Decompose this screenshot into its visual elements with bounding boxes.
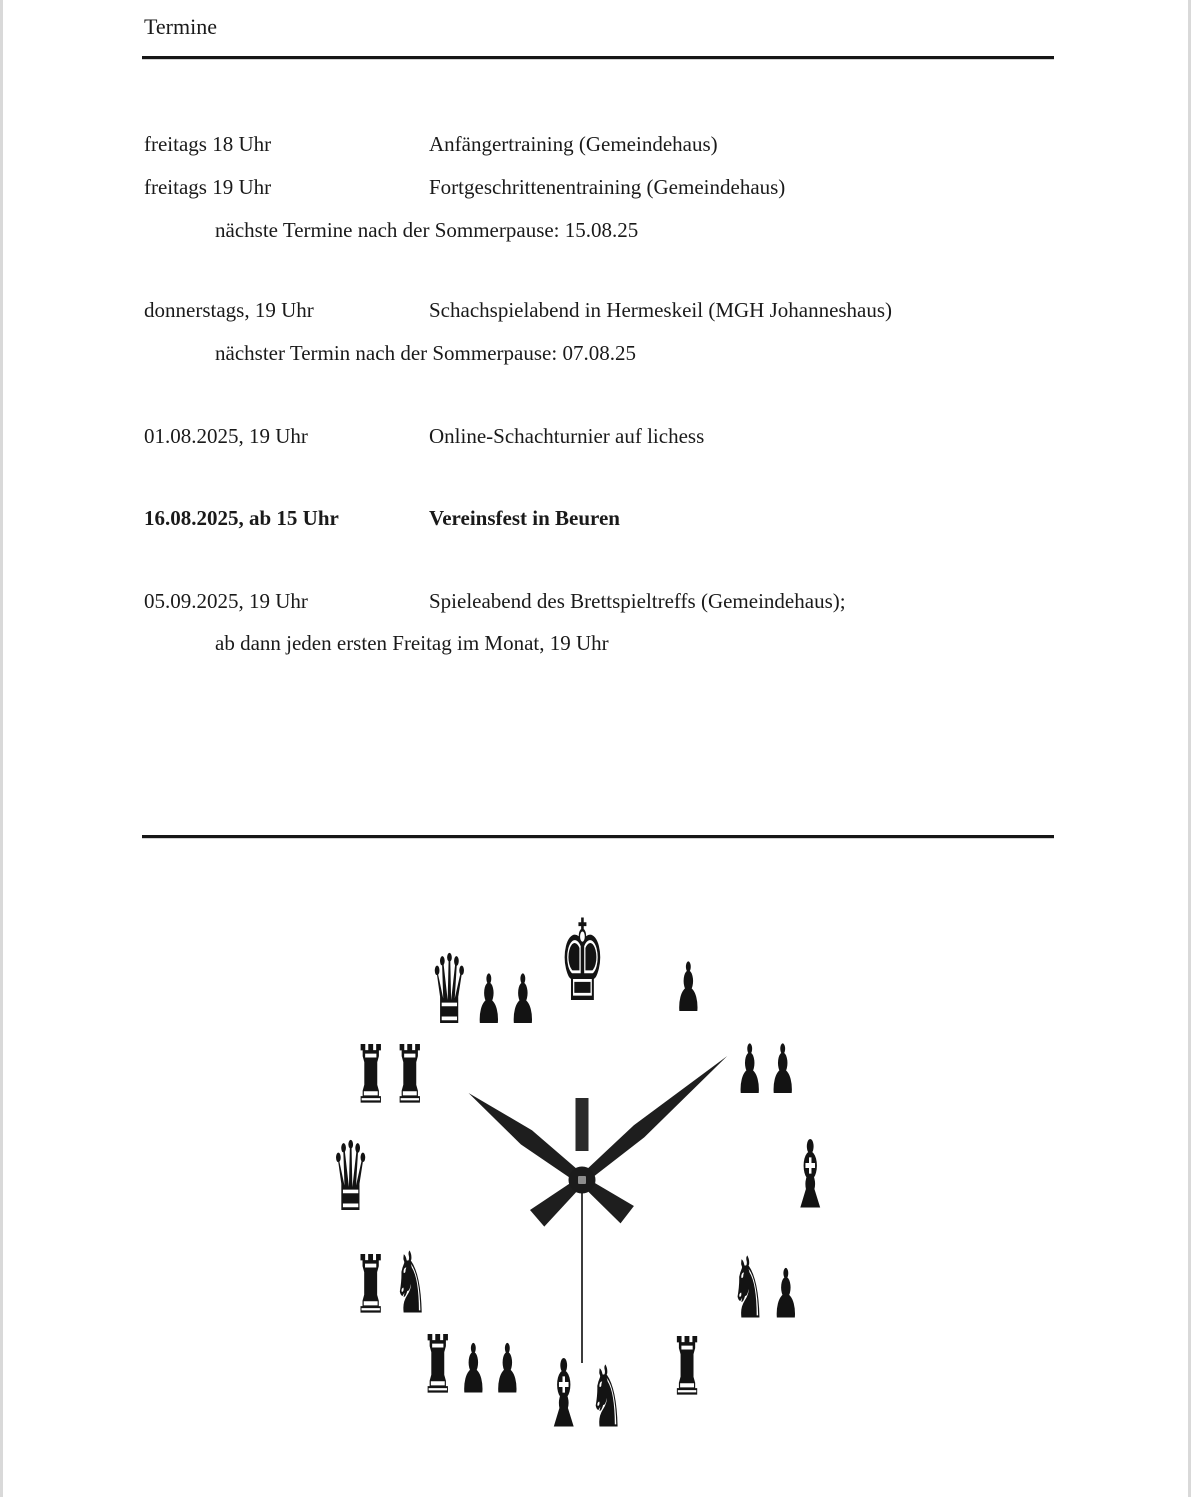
clock-hour-9-pieces	[330, 1121, 373, 1234]
schedule-row	[0, 423, 1192, 449]
schedule-event: Online-Schachturnier auf lichess	[429, 424, 705, 448]
pawn-icon: ♟	[459, 1330, 488, 1410]
bishop-icon: ♝	[544, 1340, 583, 1450]
pawn-icon: ♟	[475, 961, 503, 1041]
schedule-note	[0, 217, 1192, 243]
knight-icon: ♞	[589, 1348, 624, 1448]
rook-icon: ♜	[393, 1028, 426, 1122]
pawn-icon: ♟	[735, 1030, 764, 1110]
clock-hour-10-pieces	[353, 1028, 427, 1122]
schedule-time: 01.08.2025, 19 Uhr	[144, 424, 308, 448]
queen-icon: ♛	[430, 934, 470, 1047]
knight-icon: ♞	[393, 1234, 428, 1334]
schedule-time: freitags 18 Uhr	[144, 132, 272, 156]
clock-hands	[272, 870, 892, 1490]
rook-icon: ♜	[354, 1238, 387, 1332]
clock-hour-7-pieces	[420, 1318, 522, 1412]
schedule-row-highlight	[0, 505, 1192, 531]
schedule-time: freitags 19 Uhr	[144, 175, 272, 199]
pawn-icon: ♟	[768, 1030, 797, 1110]
clock-hour-5-pieces	[669, 1320, 705, 1414]
schedule-note-text: nächste Termine nach der Sommerpause: 15.08.25	[215, 218, 639, 242]
schedule-row	[0, 588, 1192, 614]
schedule-event: Anfängertraining (Gemeindehaus)	[429, 132, 718, 156]
clock-hour-11-pieces	[428, 934, 537, 1047]
clock-hub	[569, 1167, 596, 1194]
clock-hub-hole	[578, 1176, 586, 1184]
pawn-icon: ♟	[493, 1330, 521, 1410]
pawn-icon: ♟	[508, 961, 537, 1041]
schedule-event: Vereinsfest in Beuren	[429, 506, 620, 530]
knight-icon: ♞	[731, 1239, 766, 1339]
divider-bottom	[142, 835, 1054, 838]
hour-hand	[462, 1084, 634, 1223]
schedule-time: 16.08.2025, ab 15 Uhr	[144, 506, 339, 530]
clock-hour-8-pieces	[353, 1234, 430, 1334]
schedule-event: Schachspielabend in Hermeskeil (MGH Johanneshaus)	[429, 298, 893, 322]
schedule-event: Spieleabend des Brettspieltreffs (Gemeindehaus);	[429, 589, 846, 613]
clock-stem	[576, 1098, 589, 1151]
schedule-row	[0, 131, 1192, 157]
pawn-icon: ♟	[674, 948, 702, 1028]
king-icon: ♚	[559, 894, 605, 1027]
clock-hour-2-pieces	[734, 1030, 798, 1110]
divider-top	[142, 56, 1054, 59]
rook-icon: ♜	[354, 1028, 387, 1122]
schedule-note	[0, 630, 1192, 656]
schedule-time: 05.09.2025, 19 Uhr	[144, 589, 308, 613]
rook-icon: ♜	[421, 1318, 454, 1412]
schedule-note-text: ab dann jeden ersten Freitag im Monat, 19 Uhr	[215, 631, 609, 655]
page-title: Termine	[144, 14, 217, 39]
schedule-time: donnerstags, 19 Uhr	[144, 298, 314, 322]
minute-hand	[530, 1048, 734, 1227]
schedule-row	[0, 297, 1192, 323]
bishop-icon: ♝	[791, 1121, 829, 1231]
schedule-note	[0, 340, 1192, 366]
queen-icon: ♛	[331, 1121, 371, 1234]
clock-hour-6-pieces	[543, 1340, 626, 1450]
clock-hour-3-pieces	[789, 1121, 831, 1231]
clock-hour-4-pieces	[729, 1239, 800, 1339]
schedule-event: Fortgeschrittenentraining (Gemeindehaus)	[429, 175, 786, 199]
schedule-row	[0, 174, 1192, 200]
pawn-icon: ♟	[771, 1255, 800, 1335]
clock-hour-1-pieces	[673, 948, 703, 1028]
rook-icon: ♜	[670, 1320, 704, 1414]
clock-hour-12-pieces	[557, 894, 607, 1027]
schedule-note-text: nächster Termin nach der Sommerpause: 07.08.25	[215, 341, 636, 365]
